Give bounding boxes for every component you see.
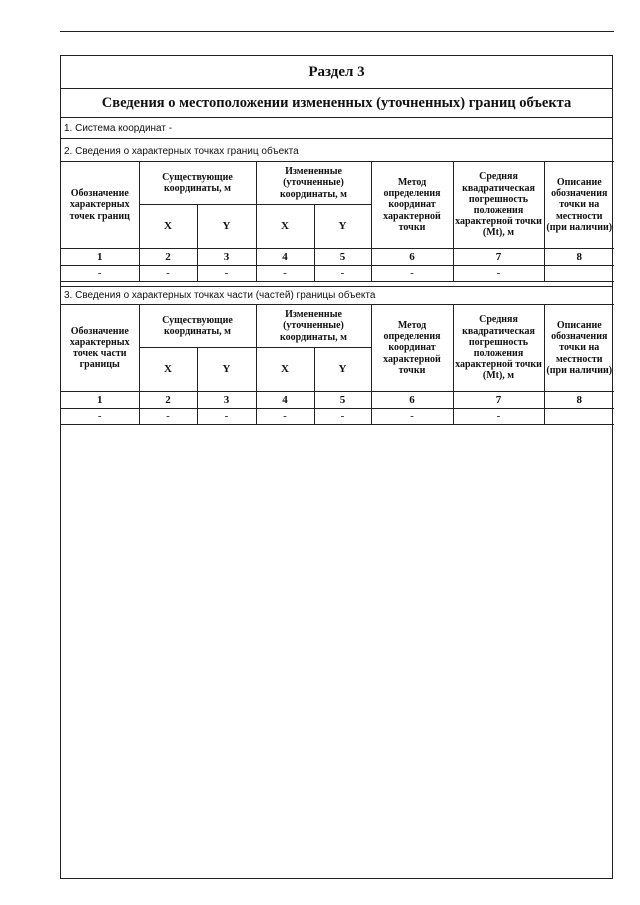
header-existing: Существующие координаты, м: [139, 162, 256, 205]
table-cell: -: [453, 266, 544, 282]
header-description: Описание обозначения точки на местности (при наличии): [544, 305, 614, 392]
header-designation: Обозначение характерных точек части границы: [61, 305, 139, 392]
table-row: [61, 266, 614, 282]
header-changed: Измененные (уточненные) координаты, м: [256, 162, 371, 205]
header-existing: Существующие координаты, м: [139, 305, 256, 348]
col-number: 8: [544, 392, 614, 409]
header-designation: Обозначение характерных точек границ: [61, 162, 139, 249]
col-number: 5: [314, 249, 371, 266]
table-row: [61, 409, 614, 425]
column-numbers-row: [61, 249, 614, 266]
table-cell: -: [61, 266, 139, 282]
col-number: 1: [61, 249, 139, 266]
col-number: 6: [371, 392, 453, 409]
header-description: Описание обозначения точки на местности (при наличии): [544, 162, 614, 249]
table-cell: -: [453, 409, 544, 425]
header-existing-x: X: [139, 205, 197, 249]
column-numbers-row: [61, 392, 614, 409]
table-cell: -: [197, 409, 256, 425]
boundary-points-table: [61, 161, 614, 282]
col-number: 4: [256, 249, 314, 266]
header-changed-y: Y: [314, 348, 371, 392]
col-number: 2: [139, 392, 197, 409]
table-cell: -: [61, 409, 139, 425]
table-cell: -: [314, 409, 371, 425]
coordinate-system-line: 1. Система координат -: [61, 118, 612, 139]
table-cell: -: [256, 409, 314, 425]
table-cell: -: [371, 266, 453, 282]
header-changed-y: Y: [314, 205, 371, 249]
boundary-points-line: 2. Сведения о характерных точках границ объекта: [64, 146, 299, 157]
header-changed-x: X: [256, 205, 314, 249]
col-number: 3: [197, 249, 256, 266]
col-number: 1: [61, 392, 139, 409]
table-cell: -: [139, 409, 197, 425]
col-number: 4: [256, 392, 314, 409]
header-existing-y: Y: [197, 205, 256, 249]
table-cell: -: [139, 266, 197, 282]
header-method: Метод определения координат характерной точки: [371, 162, 453, 249]
col-number: 7: [453, 392, 544, 409]
header-method: Метод определения координат характерной точки: [371, 305, 453, 392]
document-frame: [60, 55, 613, 879]
header-existing-y: Y: [197, 348, 256, 392]
table-cell: [544, 266, 614, 282]
part-boundary-points-line: 3. Сведения о характерных точках части (частей) границы объекта: [61, 286, 612, 304]
main-heading: Сведения о местоположении измененных (уточненных) границ объекта: [61, 89, 612, 118]
col-number: 7: [453, 249, 544, 266]
col-number: 5: [314, 392, 371, 409]
header-existing-x: X: [139, 348, 197, 392]
table-cell: -: [371, 409, 453, 425]
col-number: 3: [197, 392, 256, 409]
header-error: Средняя квадратическая погрешность положения характерной точки (Mt), м: [453, 162, 544, 249]
col-number: 8: [544, 249, 614, 266]
table-cell: -: [197, 266, 256, 282]
table-cell: [544, 409, 614, 425]
col-number: 2: [139, 249, 197, 266]
header-error: Средняя квадратическая погрешность положения характерной точки (Mt), м: [453, 305, 544, 392]
header-changed-x: X: [256, 348, 314, 392]
part-boundary-points-table: [61, 304, 614, 425]
table-cell: -: [256, 266, 314, 282]
table-cell: -: [314, 266, 371, 282]
section-title: Раздел 3: [61, 56, 612, 89]
top-rule: [60, 31, 614, 32]
header-changed: Измененные (уточненные) координаты, м: [256, 305, 371, 348]
col-number: 6: [371, 249, 453, 266]
